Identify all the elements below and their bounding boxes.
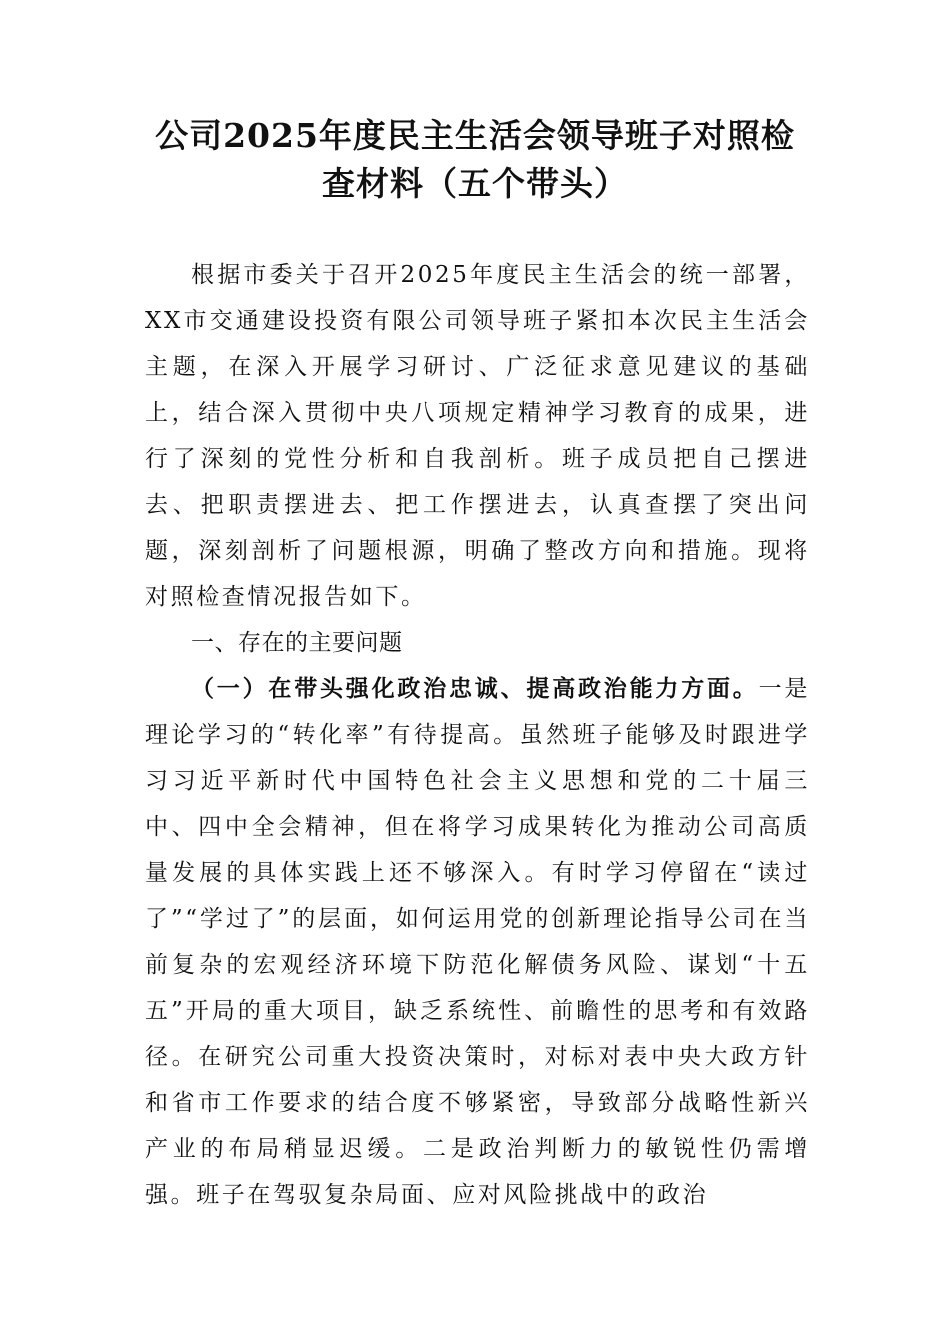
title-line-2: 查材料（五个带头） xyxy=(322,164,628,203)
intro-paragraph: 根据市委关于召开2025年度民主生活会的统一部署，XX市交通建设投资有限公司领导班子紧扣本次民主生活会主题，在深入开展学习研讨、广泛征求意见建议的基础上，结合深入贯彻中央八项规定精神学习教育的成果，进行了深刻的党性分析和自我剖析。班子成员把自己摆进去、把职责摆进去、把工作摆进去，认真查摆了突出问题，深刻剖析了问题根源，明确了整改方向和措施。现将对照检查情况报告如下。 xyxy=(145,262,810,610)
title-line-1: 公司2025年度民主生活会领导班子对照检 xyxy=(155,116,795,155)
document-title xyxy=(140,112,810,208)
section-heading: 一、存在的主要问题 xyxy=(191,630,403,656)
subsection-paragraph xyxy=(145,666,810,1218)
subsection-heading: （一）在带头强化政治忠诚、提高政治能力方面。 xyxy=(191,675,759,702)
subsection-body: 一是理论学习的“转化率”有待提高。虽然班子能够及时跟进学习习近平新时代中国特色社会主义思想和党的二十届三中、四中全会精神，但在将学习成果转化为推动公司高质量发展的具体实践上还不够深入。有时学习停留在“读过了”“学过了”的层面，如何运用党的创新理论指导公司在当前复杂的宏观经济环境下防范化解债务风险、谋划“十五五”开局的重大项目，缺乏系统性、前瞻性的思考和有效路径。在研究公司重大投资决策时，对标对表中央大政方针和省市工作要求的结合度不够紧密，导致部分战略性新兴产业的布局稍显迟缓。二是政治判断力的敏锐性仍需增强。班子在驾驭复杂局面、应对风险挑战中的政治 xyxy=(145,676,810,1208)
document-body xyxy=(145,252,810,1218)
